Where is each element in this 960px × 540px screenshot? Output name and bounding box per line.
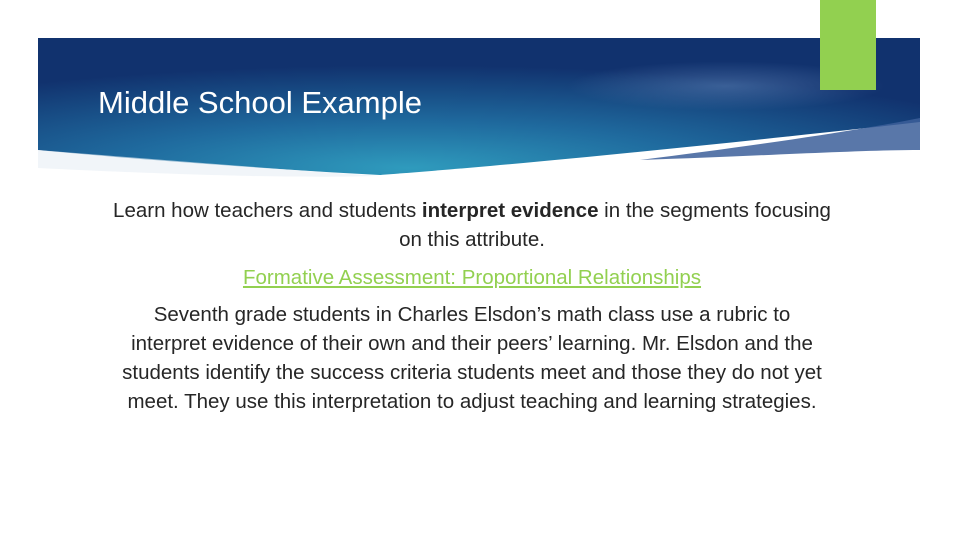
intro-paragraph xyxy=(110,196,834,254)
accent-tab xyxy=(820,0,876,90)
intro-text-after: in the segments focusing on this attribute. xyxy=(399,199,831,251)
slide-body xyxy=(110,196,834,416)
slide-title: Middle School Example xyxy=(98,85,422,120)
intro-emphasis: interpret evidence xyxy=(421,199,599,222)
video-link[interactable]: Formative Assessment: Proportional Relationships xyxy=(242,266,702,289)
link-row xyxy=(110,263,834,300)
description-paragraph: Seventh grade students in Charles Elsdon’s math class use a rubric to interpret evidence of their own and their peers’ learning. Mr. Elsdon and the students identify the success criteria students meet and those they do not yet meet. They use this interpretation to adjust teaching and learning strategies. xyxy=(122,303,822,413)
intro-text-before: Learn how teachers and students xyxy=(113,199,422,222)
